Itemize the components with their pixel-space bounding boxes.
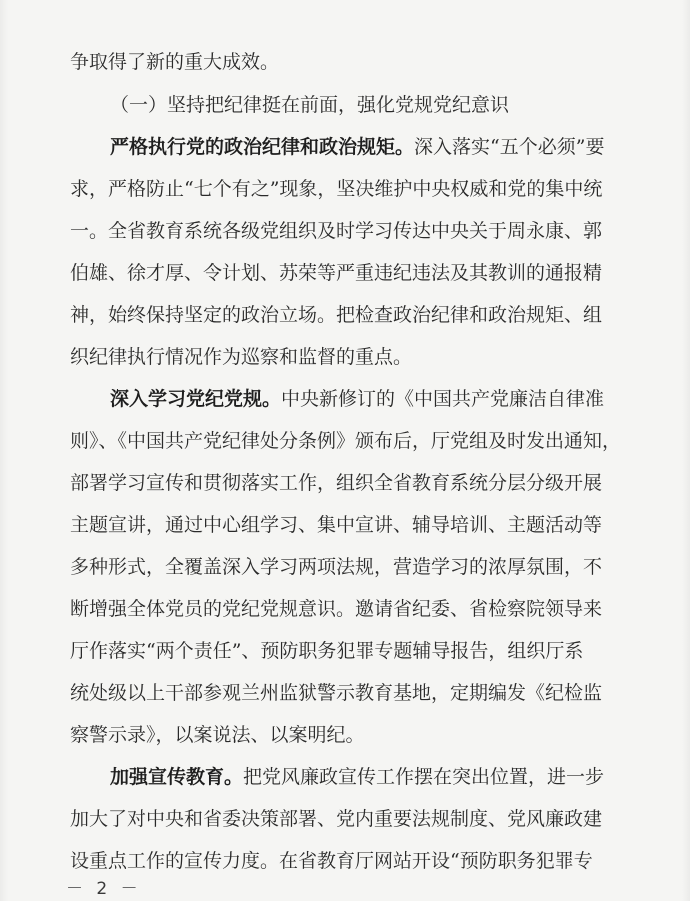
paragraph-3-lead: 加强宣传教育。 xyxy=(110,766,244,788)
paragraph-3-line-3 xyxy=(70,849,660,873)
paragraph-2-text-2: 则》、《中国共产党纪律处分条例》颁布后，厅党组及时发出通知， xyxy=(70,430,622,452)
paragraph-2-text-9: 察警示录》，以案说法、以案明纪。 xyxy=(70,724,365,746)
paragraph-3-line-2 xyxy=(70,807,660,831)
paragraph-2-text-8: 统处级以上干部参观兰州监狱警示教育基地，定期编发《纪检监 xyxy=(70,682,603,704)
paragraph-1-line-1 xyxy=(110,135,605,159)
paragraph-1-text-2: 求，严格防止“七个有之”现象，坚决维护中央权威和党的集中统 xyxy=(70,178,603,200)
paragraph-2-text-1: 中央新修订的《中国共产党廉洁自律准 xyxy=(281,388,605,410)
paragraph-1-line-2 xyxy=(70,177,660,201)
paragraph-2-text-5: 多种形式，全覆盖深入学习两项法规，营造学习的浓厚氛围，不 xyxy=(70,556,603,578)
paragraph-1-line-4 xyxy=(70,261,660,285)
paragraph-2-text-4: 主题宣讲，通过中心组学习、集中宣讲、辅导培训、主题活动等 xyxy=(70,514,603,536)
page-number: － 2 － xyxy=(66,879,142,899)
paragraph-2-text-3: 部署学习宣传和贯彻落实工作，组织全省教育系统分层分级开展 xyxy=(70,472,603,494)
paragraph-1-text-3: 一。全省教育系统各级党组织及时学习传达中央关于周永康、郭 xyxy=(70,220,603,242)
paragraph-3-line-1 xyxy=(110,765,660,789)
paragraph-2-line-4 xyxy=(70,513,660,537)
paragraph-1-line-6 xyxy=(70,345,660,369)
paragraph-2-line-1 xyxy=(110,387,660,411)
paragraph-3-text-1: 把党风廉政宣传工作摆在突出位置，进一步 xyxy=(243,766,605,788)
paragraph-2-line-7 xyxy=(70,639,660,663)
paragraph-2-line-5 xyxy=(70,555,660,579)
intro-tail-text: 争取得了新的重大成效。 xyxy=(70,51,280,73)
section-heading xyxy=(110,93,660,117)
paragraph-1-line-3 xyxy=(70,219,660,243)
paragraph-2-line-3 xyxy=(70,471,660,495)
scan-edge-right xyxy=(682,0,690,901)
paragraph-3-text-3: 设重点工作的宣传力度。在省教育厅网站开设“预防职务犯罪专 xyxy=(70,850,593,872)
paragraph-2-line-9 xyxy=(70,723,660,747)
paragraph-2-line-2 xyxy=(70,429,660,453)
intro-tail-line xyxy=(70,50,660,74)
paragraph-2-line-6 xyxy=(70,597,660,621)
paragraph-3-text-2: 加大了对中央和省委决策部署、党内重要法规制度、党风廉政建 xyxy=(70,808,603,830)
paragraph-2-lead: 深入学习党纪党规。 xyxy=(110,388,282,410)
paragraph-1-text-6: 织纪律执行情况作为巡察和监督的重点。 xyxy=(70,346,413,368)
paragraph-2-text-7: 厅作落实“两个责任”、预防职务犯罪专题辅导报告，组织厅系 xyxy=(70,640,584,662)
scan-edge-left xyxy=(0,0,8,901)
paragraph-1-lead: 严格执行党的政治纪律和政治规矩。 xyxy=(110,136,415,158)
paragraph-1-line-5 xyxy=(70,303,660,327)
paragraph-1-text-4: 伯雄、徐才厚、令计划、苏荣等严重违纪违法及其教训的通报精 xyxy=(70,262,603,284)
paragraph-2-text-6: 断增强全体党员的党纪党规意识。邀请省纪委、省检察院领导来 xyxy=(70,598,603,620)
section-heading-text: （一）坚持把纪律挺在前面，强化党规党纪意识 xyxy=(110,94,510,116)
paragraph-2-line-8 xyxy=(70,681,660,705)
paragraph-1-text-5: 神，始终保持坚定的政治立场。把检查政治纪律和政治规矩、组 xyxy=(70,304,603,326)
paragraph-1-text-1: 深入落实“五个必须”要 xyxy=(414,136,605,158)
